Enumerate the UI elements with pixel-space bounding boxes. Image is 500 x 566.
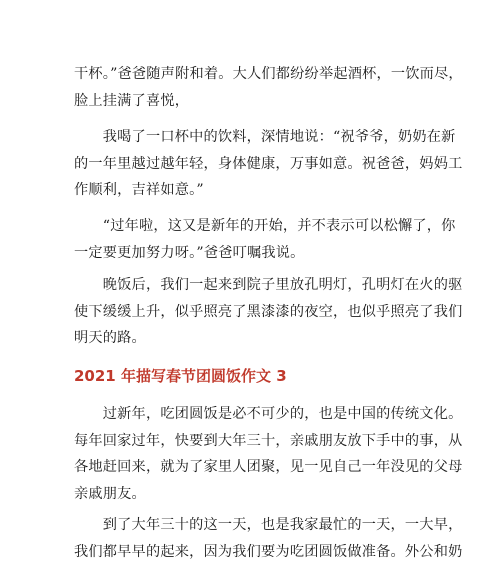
text-line: 每年回家过年，快要到大年三十，亲戚朋友放下手中的事，从 — [74, 432, 463, 449]
paragraph-reunion-dinner — [74, 401, 463, 507]
text-line: 各地赶回来，就为了家里人团聚，见一见自己一年没见的父母 — [74, 459, 463, 475]
paragraph-new-year — [74, 213, 456, 266]
text-line: 作顺利，吉祥如意。” — [74, 182, 204, 198]
text-line: 明天的路。 — [74, 330, 146, 346]
text-line: 我喝了一口杯中的饮料，深情地说：“祝爷爷，奶奶在新 — [74, 129, 456, 145]
section-heading: 2021 年描写春节团圆饭作文 3 — [74, 367, 287, 385]
text-line: 一定要更加努力呀。”爸爸叮嘱我说。 — [74, 244, 305, 261]
text-line: 晚饭后，我们一起来到院子里放孔明灯，孔明灯在火的驱 — [74, 277, 463, 293]
paragraph-lanterns — [74, 272, 463, 352]
text-line: 到了大年三十的这一天，也是我家最忙的一天，一大早， — [74, 517, 463, 533]
text-line: 的一年里越过越年轻，身体健康，万事如意。祝爸爸，妈妈工 — [74, 155, 463, 172]
text-line: “过年啦，这又是新年的开始，并不表示可以松懈了，你 — [74, 218, 456, 234]
text-line: 脸上挂满了喜悦， — [74, 92, 190, 109]
text-line: 我们都早早的起来，因为我们要为吃团圆饭做准备。外公和奶 — [74, 543, 463, 560]
text-line: 亲戚朋友。 — [74, 485, 146, 502]
text-line: 过新年，吃团圆饭是必不可少的，也是中国的传统文化。 — [74, 406, 463, 422]
paragraph-blessing — [74, 124, 463, 204]
text-line: 干杯。”爸爸随声附和着。大人们都纷纷举起酒杯，一饮而尽， — [74, 66, 463, 82]
text-line: 使下缓缓上升，似乎照亮了黑漆漆的夜空，也似乎照亮了我们 — [74, 303, 463, 320]
paragraph-toast — [74, 61, 463, 114]
paragraph-new-years-eve — [74, 512, 463, 565]
